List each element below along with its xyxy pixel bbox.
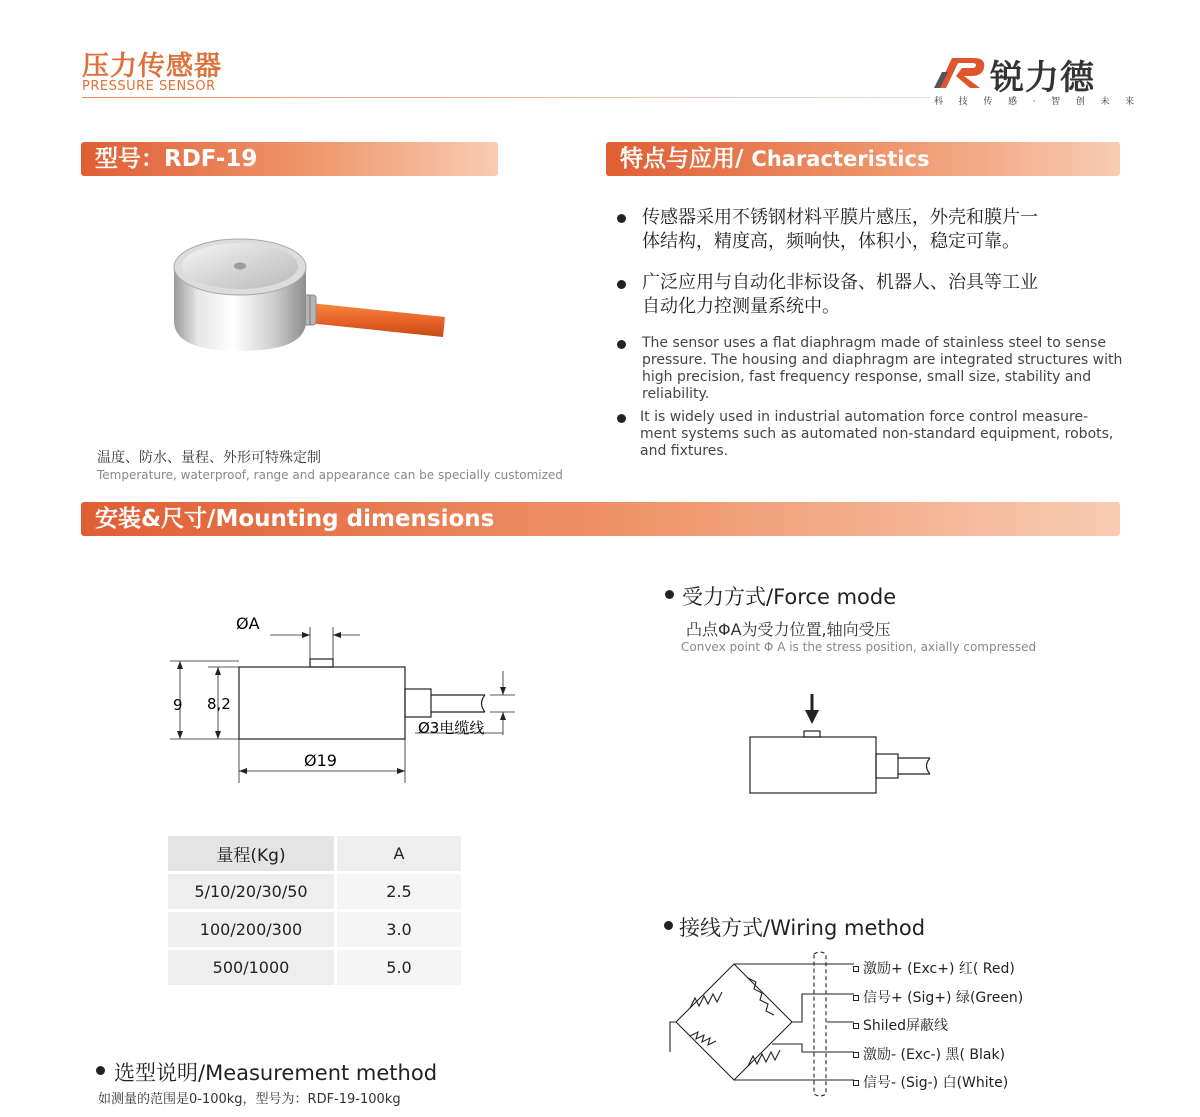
force-mode-title: 受力方式/Force mode — [682, 585, 897, 609]
wire-sig-plus-label: 信号+ (Sig+) 绿(Green) — [863, 990, 1024, 1006]
terminal-icon — [853, 966, 859, 972]
feature-zh-2 — [642, 271, 1038, 319]
wire-exc-plus — [853, 958, 1015, 978]
logo-mark-icon — [934, 52, 988, 90]
dim-height-82: 8,2 — [207, 695, 231, 713]
feature-zh-1 — [642, 206, 1038, 254]
force-arrow-icon — [805, 710, 819, 724]
logo-slogan: 科 技 传 感 · 智 创 未 来 — [934, 97, 1141, 107]
terminal-icon — [853, 1052, 859, 1058]
bullet-dot — [664, 921, 673, 930]
dim-dia-a: ØA — [236, 614, 260, 633]
table-row — [168, 950, 461, 985]
bullet-dot — [617, 340, 626, 349]
table-header-range: 量程(Kg) — [168, 836, 334, 871]
table-cell: 100/200/300 — [168, 912, 334, 947]
mounting-bar: 安装&尺寸/Mounting dimensions — [81, 502, 1120, 536]
table-cell: 3.0 — [334, 912, 461, 947]
logo-text: 锐力德 — [990, 58, 1095, 98]
feature-zh-1-line1: 传感器采用不锈钢材料平膜片感压，外壳和膜片一 — [642, 207, 1038, 228]
sensor-product-image — [160, 225, 460, 365]
feature-zh-2-line1: 广泛应用与自动化非标设备、机器人、治具等工业 — [642, 272, 1038, 293]
wire-sig-plus — [853, 987, 1023, 1007]
wire-shield — [853, 1015, 948, 1035]
terminal-icon — [853, 1080, 859, 1086]
measurement-title: 选型说明/Measurement method — [114, 1061, 438, 1085]
table-header-a: A — [334, 836, 461, 871]
table-cell: 5.0 — [334, 950, 461, 985]
header-divider — [82, 97, 930, 98]
wiring-bridge-diagram — [664, 950, 864, 1100]
feature-en-2 — [640, 409, 1113, 460]
bullet-dot — [665, 590, 674, 599]
page-subtitle: PRESSURE SENSOR — [82, 79, 216, 94]
features-bar — [606, 142, 1120, 176]
model-bar: 型号：RDF-19 — [81, 142, 498, 176]
features-bar-zh: 特点与应用/ — [620, 146, 752, 172]
range-table — [168, 833, 461, 988]
table-cell: 2.5 — [334, 874, 461, 909]
feature-en-1-line4: reliability. — [642, 386, 710, 402]
wire-sig-minus — [853, 1072, 1008, 1092]
dim-dia-19: Ø19 — [304, 751, 337, 770]
dim-height-9: 9 — [173, 696, 183, 714]
feature-en-1 — [642, 335, 1122, 403]
product-caption-zh: 温度、防水、量程、外形可特殊定制 — [97, 450, 321, 466]
feature-en-1-line1: The sensor uses a flat diaphragm made of stainless steel to sense — [642, 335, 1106, 351]
product-caption-en: Temperature, waterproof, range and appearance can be specially customized — [97, 468, 563, 482]
table-cell: 500/1000 — [168, 950, 334, 985]
bullet-dot — [617, 280, 626, 289]
terminal-icon — [853, 1023, 859, 1029]
table-header-row — [168, 836, 461, 871]
dim-cable: Ø3电缆线 — [418, 719, 485, 737]
feature-en-2-line2: ment systems such as automated non-standard equipment, robots, — [640, 426, 1114, 442]
force-mode-drawing — [745, 690, 935, 800]
feature-en-1-line2: pressure. The housing and diaphragm are integrated structures with — [642, 352, 1123, 368]
wire-exc-minus — [853, 1044, 1005, 1064]
force-mode-zh: 凸点ΦA为受力位置,轴向受压 — [686, 620, 891, 639]
bullet-dot — [617, 414, 626, 423]
terminal-icon — [853, 995, 859, 1001]
bullet-dot — [96, 1066, 105, 1075]
features-bar-en: Characteristics — [751, 147, 930, 171]
force-mode-en: Convex point Φ A is the stress position, axially compressed — [681, 640, 1037, 654]
wire-exc-minus-label: 激励- (Exc-) 黑( Blak) — [863, 1047, 1006, 1063]
feature-en-2-line3: and fixtures. — [640, 443, 729, 459]
feature-en-1-line3: high precision, fast frequency response, small size, stability and — [642, 369, 1092, 385]
wire-shield-label: Shiled屏蔽线 — [863, 1018, 949, 1034]
table-row — [168, 912, 461, 947]
feature-en-2-line1: It is widely used in industrial automation force control measure- — [640, 409, 1089, 425]
feature-zh-2-line2: 自动化力控测量系统中。 — [642, 296, 840, 317]
wire-sig-minus-label: 信号- (Sig-) 白(White) — [863, 1075, 1009, 1091]
feature-zh-1-line2: 体结构，精度高，频响快，体积小，稳定可靠。 — [642, 231, 1020, 252]
page-title: 压力传感器 — [82, 51, 222, 82]
table-cell: 5/10/20/30/50 — [168, 874, 334, 909]
wiring-title: 接线方式/Wiring method — [679, 916, 926, 940]
measurement-text: 如测量的范围是0-100kg，型号为：RDF-19-100kg — [98, 1092, 401, 1107]
table-row — [168, 874, 461, 909]
wire-exc-plus-label: 激励+ (Exc+) 红( Red) — [863, 961, 1015, 977]
bullet-dot — [617, 214, 626, 223]
mounting-drawing — [160, 605, 520, 790]
